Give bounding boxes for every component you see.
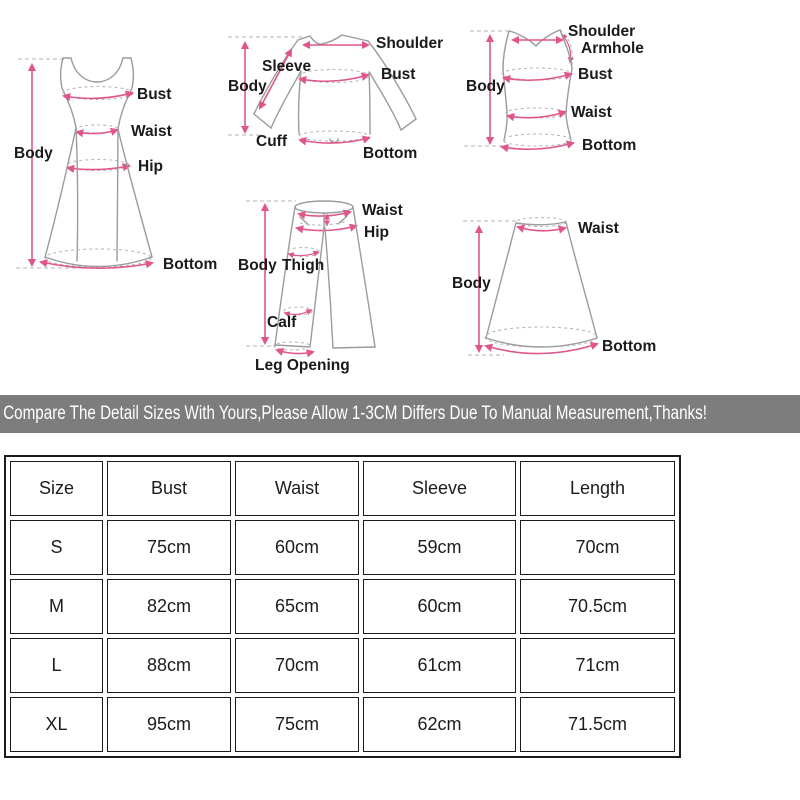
shirt-sleeve-label: Sleeve xyxy=(262,58,312,75)
dress-hem-guide xyxy=(45,249,151,267)
vest-bottom-label: Bottom xyxy=(582,137,637,154)
shirt-left-cuff xyxy=(254,114,271,128)
pants-left-leg-inner xyxy=(310,228,324,347)
cell-waist: 60cm xyxy=(235,520,359,575)
skirt-right-side xyxy=(566,222,597,338)
table-row-m xyxy=(10,579,675,634)
cell-length: 71cm xyxy=(520,638,675,693)
dress-waist-label: Waist xyxy=(131,123,172,140)
header-length: Length xyxy=(520,461,675,516)
header-waist: Waist xyxy=(235,461,359,516)
pants-hip-label: Hip xyxy=(364,224,389,241)
shirt-bust-label: Bust xyxy=(381,66,416,83)
table-row-s xyxy=(10,520,675,575)
dress-skirt-left-inner xyxy=(76,128,78,261)
vest-armhole-label: Armhole xyxy=(581,40,644,57)
cell-waist: 75cm xyxy=(235,697,359,752)
dress-skirt-right-outer xyxy=(118,129,152,257)
cell-bust: 95cm xyxy=(107,697,231,752)
vest-bust-label: Bust xyxy=(578,66,613,83)
cell-waist: 70cm xyxy=(235,638,359,693)
header-bust: Bust xyxy=(107,461,231,516)
header-size: Size xyxy=(10,461,103,516)
pants-calf-label: Calf xyxy=(267,314,297,331)
vest-bottom-arrow xyxy=(502,143,573,149)
cell-sleeve: 62cm xyxy=(363,697,516,752)
cell-size: M xyxy=(10,579,103,634)
notice-banner xyxy=(0,395,800,433)
table-row-l xyxy=(10,638,675,693)
dress-hip-label: Hip xyxy=(138,158,163,175)
cell-bust: 75cm xyxy=(107,520,231,575)
dress-skirt-right-inner xyxy=(117,129,118,261)
pants-body-label: Body xyxy=(238,257,277,274)
dress-bust-label: Bust xyxy=(137,86,172,103)
pants-hip-arrow xyxy=(297,226,356,231)
shirt-shoulder-label: Shoulder xyxy=(376,35,444,52)
dress-bottom-label: Bottom xyxy=(163,256,218,273)
cell-size: XL xyxy=(10,697,103,752)
dress-neckline xyxy=(71,58,123,82)
skirt-waistline xyxy=(516,222,566,225)
notice-banner-text: Compare The Detail Sizes With Yours,Please Allow 1-3CM Differs Due To Manual Measurement,Thanks! xyxy=(3,403,707,424)
shirt-bottom-arrow xyxy=(300,138,369,143)
vest-hem-guide xyxy=(503,134,571,146)
pants-right-leg-inner xyxy=(325,228,333,348)
skirt-body-label: Body xyxy=(452,275,491,292)
cell-waist: 65cm xyxy=(235,579,359,634)
shirt-bottom-label: Bottom xyxy=(363,145,418,162)
cell-bust: 88cm xyxy=(107,638,231,693)
dress-diagram xyxy=(14,58,217,273)
skirt-diagram xyxy=(452,218,656,356)
cell-sleeve: 60cm xyxy=(363,579,516,634)
vest-body-label: Body xyxy=(466,78,505,95)
vest-diagram xyxy=(464,23,644,154)
dress-body-label: Body xyxy=(14,145,53,162)
shirt-neckline xyxy=(298,35,368,44)
table-row-xl xyxy=(10,697,675,752)
vest-shoulder-label: Shoulder xyxy=(568,23,636,40)
vest-bust-arrow xyxy=(504,74,571,80)
shirt-torso-right xyxy=(369,72,370,134)
shirt-diagram xyxy=(228,35,443,162)
shirt-cuff-label: Cuff xyxy=(256,133,287,150)
dress-waist-arrow xyxy=(77,130,117,134)
pants-right-hem xyxy=(333,347,375,348)
shirt-torso-left xyxy=(299,71,301,134)
cell-size: S xyxy=(10,520,103,575)
cell-sleeve: 61cm xyxy=(363,638,516,693)
cell-length: 70.5cm xyxy=(520,579,675,634)
pants-thigh-label: Thigh xyxy=(282,257,325,274)
cell-length: 71.5cm xyxy=(520,697,675,752)
vest-neckline xyxy=(509,30,560,46)
cell-length: 70cm xyxy=(520,520,675,575)
vest-waist-arrow xyxy=(508,112,565,118)
skirt-waist-arrow xyxy=(518,227,565,231)
shirt-hem-guide xyxy=(299,131,369,141)
shirt-body-label: Body xyxy=(228,78,267,95)
pants-left-hem xyxy=(275,345,310,347)
pants-diagram xyxy=(238,201,403,374)
pants-waistband xyxy=(295,201,353,213)
shirt-right-cuff xyxy=(401,119,416,130)
skirt-waist-label: Waist xyxy=(578,220,619,237)
table-header-row xyxy=(10,461,675,516)
skirt-hem-guide xyxy=(485,327,597,347)
pants-waist-label: Waist xyxy=(362,202,403,219)
measurement-diagrams xyxy=(0,0,800,395)
cell-sleeve: 59cm xyxy=(363,520,516,575)
header-sleeve: Sleeve xyxy=(363,461,516,516)
skirt-bottom-label: Bottom xyxy=(602,338,657,355)
size-chart-table xyxy=(4,455,681,758)
skirt-hem xyxy=(486,338,597,347)
pants-leg-opening-arrow xyxy=(277,350,313,354)
cell-size: L xyxy=(10,638,103,693)
vest-bust-guide xyxy=(502,68,572,80)
cell-bust: 82cm xyxy=(107,579,231,634)
vest-waist-label: Waist xyxy=(571,104,612,121)
vest-right-side xyxy=(560,30,572,141)
skirt-bottom-arrow xyxy=(486,344,597,354)
size-chart xyxy=(4,455,681,758)
pants-leg-opening-label: Leg Opening xyxy=(255,357,350,374)
